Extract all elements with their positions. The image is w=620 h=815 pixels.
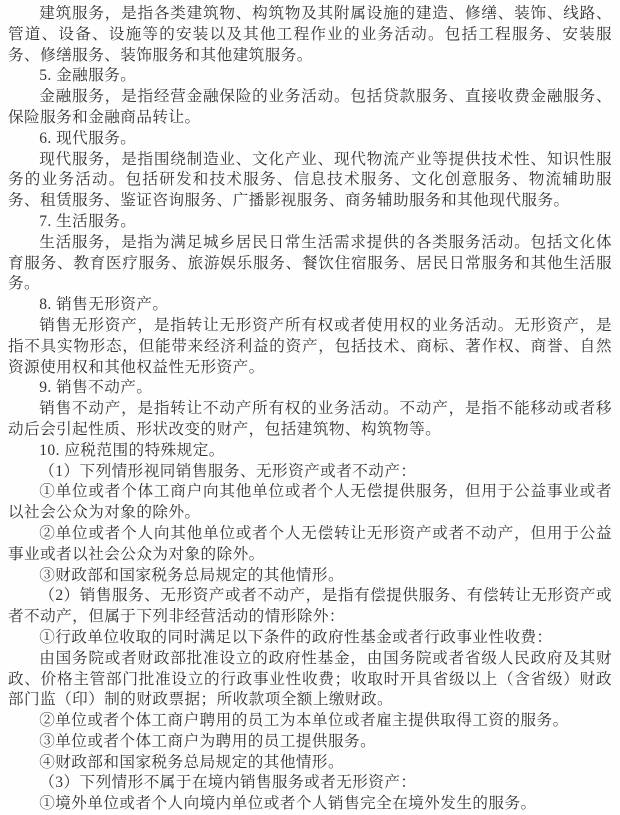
para-item2-sub3-services-for-employees: ③单位或者个体工商户为聘用的员工提供服务。 — [39, 732, 377, 750]
para-real-estate-def: 销售不动产，是指转让不动产所有权的业务活动。不动产，是指不能移动或者移动后会引起性质、形状改变的财产，包括建筑物、构筑物等。 — [8, 400, 612, 438]
para-construction-services-def: 建筑服务，是指各类建筑物、构筑物及其附属设施的建造、修缮、装饰、线路、管道、设备、设施等的安装以及其他工程作业的业务活动。包括工程服务、安装服务、修缮服务、装饰服务和其他建筑服务。 — [8, 5, 612, 64]
heading-7-life-services: 7. 生活服务。 — [39, 212, 137, 230]
heading-10-special-provisions: 10. 应税范围的特殊规定。 — [39, 441, 225, 459]
heading-6-modern-services: 6. 现代服务。 — [39, 129, 137, 147]
para-item2-sub2-employee-services: ②单位或者个体工商户聘用的员工为本单位或者雇主提供取得工资的服务。 — [39, 712, 569, 730]
heading-5-financial-services: 5. 金融服务。 — [39, 67, 137, 85]
para-item3-not-domestic-sales: （3）下列情形不属于在境内销售服务或者无形资产： — [39, 774, 417, 792]
para-life-services-def: 生活服务，是指为满足城乡居民日常生活需求提供的各类服务活动。包括文化体育服务、教育医疗服务、旅游娱乐服务、餐饮住宿服务、居民日常服务和其他生活服务。 — [8, 233, 612, 293]
para-item1-sub3-other-cases: ③财政部和国家税务总局规定的其他情形。 — [39, 566, 345, 584]
heading-8-intangible-assets: 8. 销售无形资产。 — [39, 296, 169, 314]
para-financial-services-def: 金融服务，是指经营金融保险的业务活动。包括贷款服务、直接收费金融服务、保险服务和金融商品转让。 — [8, 88, 612, 126]
para-item2-sub4-other-cases: ④财政部和国家税务总局规定的其他情形。 — [39, 753, 345, 771]
heading-9-real-estate: 9. 销售不动产。 — [39, 379, 153, 397]
para-item2-paid-sales-def: （2）销售服务、无形资产或者不动产，是指有偿提供服务、有偿转让无形资产或者不动产，但属于下列非经营活动的情形除外： — [8, 587, 612, 626]
para-intangible-assets-def: 销售无形资产，是指转让无形资产所有权或者使用权的业务活动。无形资产，是指不具实物形态，但能带来经济利益的资产，包括技术、商标、著作权、商誉、自然资源使用权和其他权益性无形资产。 — [8, 316, 612, 376]
para-item1-sub2-free-transfer: ②单位或者个人向其他单位或者个人无偿转让无形资产或者不动产，但用于公益事业或者以社会公众为对象的除外。 — [8, 524, 612, 563]
para-item1-sub1-free-services: ①单位或者个体工商户向其他单位或者个人无偿提供服务，但用于公益事业或者以社会公众为对象的除外。 — [8, 483, 612, 522]
para-item1-deemed-sales: （1）下列情形视同销售服务、无形资产或者不动产： — [39, 462, 417, 480]
para-item3-sub1-overseas-services: ①境外单位或者个人向境内单位或者个人销售完全在境外发生的服务。 — [39, 795, 537, 813]
para-modern-services-def: 现代服务，是指围绕制造业、文化产业、现代物流产业等提供技术性、知识性服务的业务活动。包括研发和技术服务、信息技术服务、文化创意服务、物流辅助服务、租赁服务、鉴证咨询服务、广播影视服务、商务辅助服务和其他现代服务。 — [8, 150, 612, 210]
para-item2-sub1-conditions: 由国务院或者财政部批准设立的政府性基金，由国务院或者省级人民政府及其财政、价格主管部门批准设立的行政事业性收费；收取时开具省级以上（含省级）财政部门监（印）制的财政票据；所收款项全额上缴财政。 — [8, 649, 612, 709]
para-item2-sub1-gov-fees: ①行政单位收取的同时满足以下条件的政府性基金或者行政事业性收费： — [39, 628, 553, 646]
